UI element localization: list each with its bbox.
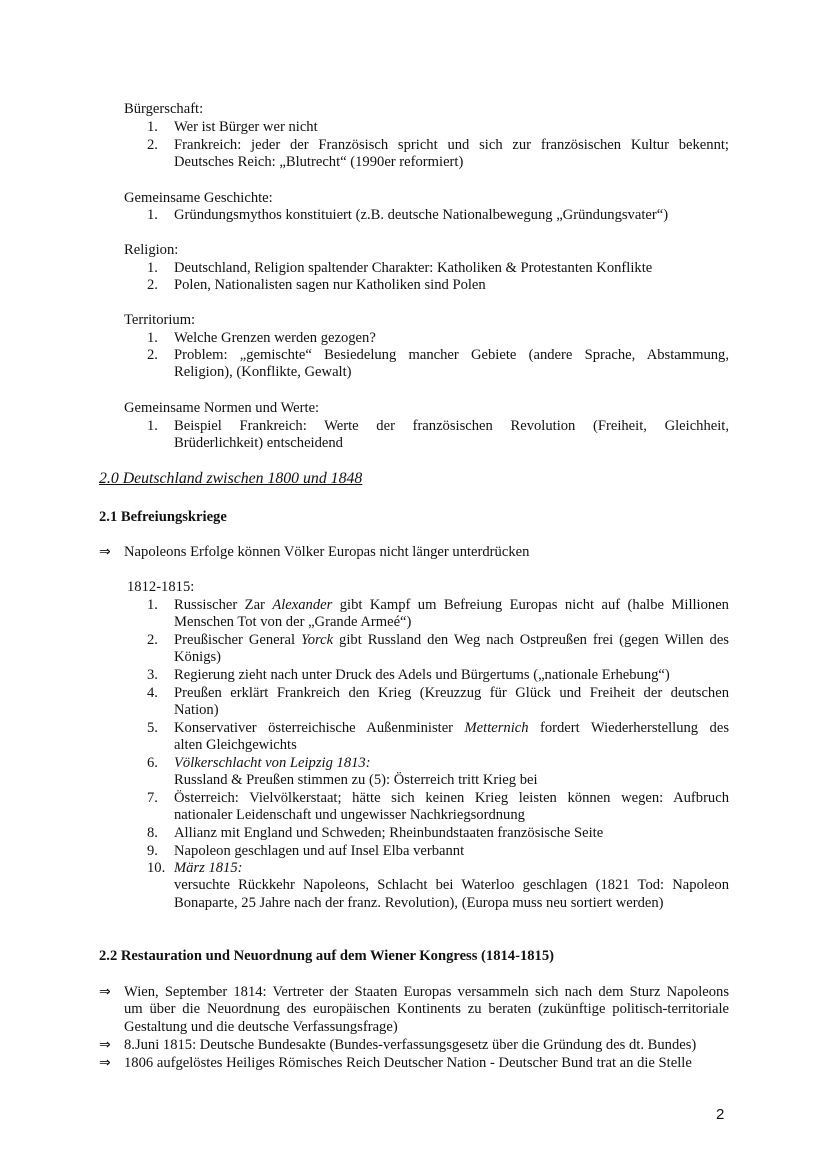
arrow-icon: ⇒ [99, 1037, 111, 1053]
list-number: 10. [147, 860, 166, 876]
period-label: 1812-1815: [127, 579, 195, 595]
list-text: Religion), (Konflikte, Gewalt) [174, 364, 352, 380]
list-number: 3. [147, 667, 158, 683]
list-number: 9. [147, 843, 158, 859]
list-number: 1. [147, 597, 158, 613]
list-number: 5. [147, 720, 158, 736]
list-text: Russland & Preußen stimmen zu (5): Österreich tritt Krieg bei [174, 772, 538, 788]
heading-geschichte: Gemeinsame Geschichte: [124, 190, 273, 206]
section-title-restauration: 2.2 Restauration und Neuordnung auf dem Wiener Kongress (1814-1815) [99, 948, 555, 964]
list-text: Beispiel Frankreich: Werte der französischen Revolution (Freiheit, Gleichheit, [174, 418, 729, 434]
list-number: 1. [147, 260, 158, 276]
arrow-icon: ⇒ [99, 984, 111, 1000]
list-text: nationaler Leidenschaft und ungewisser Nachkriegsordnung [174, 807, 525, 823]
text-run: fordert Wiederherstellung des [528, 720, 730, 736]
list-text: Wer ist Bürger wer nicht [174, 119, 318, 135]
arrow-text: um über die Neuordnung des europäischen Kontinents zu beraten (zukünftige politisch-territoriale [124, 1001, 729, 1017]
arrow-text: 1806 aufgelöstes Heiliges Römisches Reich Deutscher Nation - Deutscher Bund trat an die Stelle [124, 1055, 692, 1071]
heading-buergerschaft: Bürgerschaft: [124, 101, 204, 117]
list-number: 2. [147, 347, 158, 363]
list-text: versuchte Rückkehr Napoleons, Schlacht bei Waterloo geschlagen (1821 Tod: Napoleon [174, 877, 729, 893]
list-number: 8. [147, 825, 158, 841]
list-number: 1. [147, 330, 158, 346]
page-number: 2 [716, 1106, 725, 1123]
chapter-title: 2.0 Deutschland zwischen 1800 und 1848 [99, 470, 363, 487]
list-number: 2. [147, 277, 158, 293]
text-run: gibt Kampf um Befreiung Europas nicht auf (halbe Millionen [332, 597, 729, 613]
heading-normen: Gemeinsame Normen und Werte: [124, 400, 320, 416]
arrow-text: Gestaltung und die deutsche Verfassungsfrage) [124, 1019, 398, 1035]
list-text: Brüderlichkeit) entscheidend [174, 435, 343, 451]
arrow-text: Napoleons Erfolge können Völker Europas nicht länger unterdrücken [124, 544, 530, 560]
list-text: Menschen Tot von der „Grande Armeé“) [174, 614, 412, 630]
list-text: Allianz mit England und Schweden; Rheinbundstaaten französische Seite [174, 825, 604, 841]
list-text: Napoleon geschlagen und auf Insel Elba verbannt [174, 843, 465, 859]
list-text: Bonaparte, 25 Jahre nach der franz. Revolution), (Europa muss neu sortiert werden) [174, 895, 664, 911]
list-text: Frankreich: jeder der Französisch spricht und sich zur französischen Kultur bekennt; [174, 137, 729, 153]
list-text: Polen, Nationalisten sagen nur Katholiken sind Polen [174, 277, 486, 293]
list-number: 2. [147, 632, 158, 648]
heading-religion: Religion: [124, 242, 179, 258]
list-number: 4. [147, 685, 158, 701]
arrow-text: 8.Juni 1815: Deutsche Bundesakte (Bundes-verfassungsgesetz über die Gründung des dt. Bundes) [124, 1037, 697, 1053]
text-run: Russischer Zar [174, 597, 273, 613]
list-number: 1. [147, 207, 158, 223]
list-number: 2. [147, 137, 158, 153]
list-text: Deutsches Reich: „Blutrecht“ (1990er reformiert) [174, 154, 464, 170]
arrow-icon: ⇒ [99, 1055, 111, 1071]
italic-run: Metternich [464, 720, 529, 736]
list-text: Welche Grenzen werden gezogen? [174, 330, 376, 346]
italic-run: Alexander [272, 597, 333, 613]
list-text: Völkerschlacht von Leipzig 1813: [174, 755, 371, 771]
list-text [174, 597, 729, 615]
list-text: Königs) [174, 649, 222, 665]
list-text: Regierung zieht nach unter Druck des Adels und Bürgertums („nationale Erhebung“) [174, 667, 670, 683]
list-number: 1. [147, 119, 158, 135]
list-text: Preußen erklärt Frankreich den Krieg (Kreuzzug für Glück und Freiheit der deutschen [174, 685, 729, 701]
italic-run: Yorck [300, 632, 334, 648]
heading-territorium: Territorium: [124, 312, 196, 328]
list-text: alten Gleichgewichts [174, 737, 297, 753]
section-title-befreiungskriege: 2.1 Befreiungskriege [99, 509, 227, 525]
list-text [174, 632, 729, 650]
list-number: 1. [147, 418, 158, 434]
list-text [174, 720, 729, 738]
text-run: gibt Russland den Weg nach Ostpreußen frei (gegen Willen des [333, 632, 729, 648]
list-text: Nation) [174, 702, 219, 718]
arrow-text: Wien, September 1814: Vertreter der Staaten Europas versammeln sich nach dem Sturz Napoleons [124, 984, 729, 1000]
text-run: Konservativer österreichische Außenminister [174, 720, 465, 736]
list-text: März 1815: [174, 860, 243, 876]
list-number: 6. [147, 755, 158, 771]
list-text: Problem: „gemischte“ Besiedelung mancher Gebiete (andere Sprache, Abstammung, [174, 347, 729, 363]
arrow-icon: ⇒ [99, 544, 111, 560]
list-text: Gründungsmythos konstituiert (z.B. deutsche Nationalbewegung „Gründungsvater“) [174, 207, 669, 223]
text-run: Preußischer General [174, 632, 301, 648]
list-text: Österreich: Vielvölkerstaat; hätte sich keinen Krieg leisten können wegen: Aufbruch [174, 790, 729, 806]
list-number: 7. [147, 790, 158, 806]
list-text: Deutschland, Religion spaltender Charakter: Katholiken & Protestanten Konflikte [174, 260, 653, 276]
